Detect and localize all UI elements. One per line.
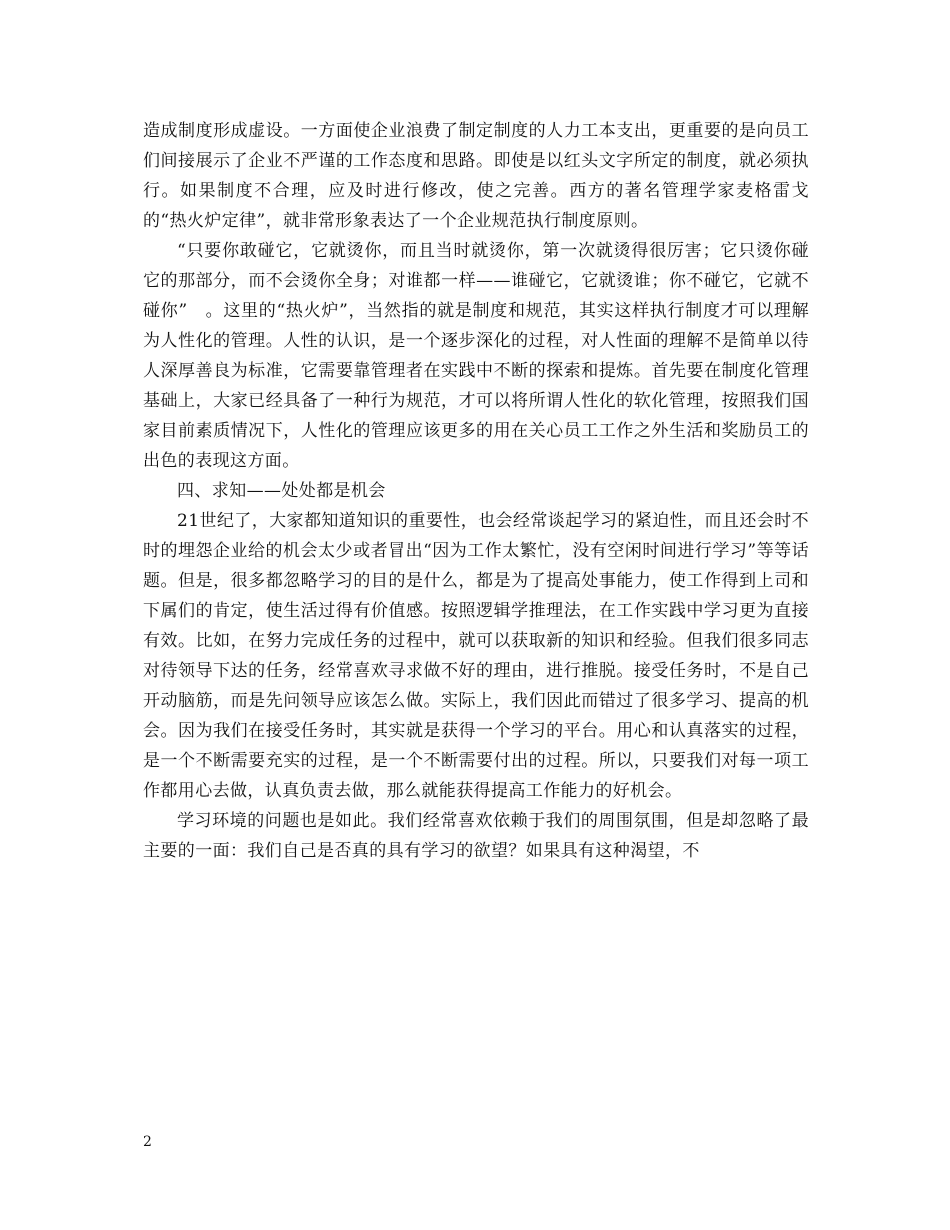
section-heading: 四、求知——处处都是机会 bbox=[177, 481, 386, 501]
paragraph-2: “只要你敢碰它，它就烫你，而且当时就烫你，第一次就烫得很厉害；它只烫你碰它的那部分，而不会烫你全身；对谁都一样——谁碰它，它就烫谁；你不碰它，它就不碰你” 。这里的“热火炉”，当然指的就是制度和规范，其实这样执行制度才可以理解为人性化的管理。人性的认识，是一个逐步深化的过程，对人性面的理解不是简单以待人深厚善良为标准，它需要靠管理者在实践中不断的探索和提炼。首先要在制度化管理基础上，大家已经具备了一种行为规范，才可以将所谓人性化的软化管理，按照我们国家目前素质情况下，人性化的管理应该更多的用在关心员工工作之外生活和奖励员工的出色的表现这方面。 bbox=[143, 241, 809, 471]
paragraph-1: 造成制度形成虚设。一方面使企业浪费了制定制度的人力工本支出，更重要的是向员工们间接展示了企业不严谨的工作态度和思路。即使是以红头文字所定的制度，就必须执行。如果制度不合理，应及时进行修改，使之完善。西方的著名管理学家麦格雷戈的“热火炉定律”，就非常形象表达了一个企业规范执行制度原则。 bbox=[143, 121, 809, 231]
paragraph-4: 学习环境的问题也是如此。我们经常喜欢依赖于我们的周围氛围，但是却忽略了最主要的一面：我们自己是否真的具有学习的欲望？如果具有这种渴望，不 bbox=[143, 811, 809, 861]
document-body bbox=[143, 116, 809, 866]
paragraph-3: 21世纪了，大家都知道知识的重要性，也会经常谈起学习的紧迫性，而且还会时不时的埋怨企业给的机会太少或者冒出“因为工作太繁忙，没有空闲时间进行学习”等等话题。但是，很多都忽略学习的目的是什么，都是为了提高处事能力，使工作得到上司和下属们的肯定，使生活过得有价值感。按照逻辑学推理法，在工作实践中学习更为直接有效。比如，在努力完成任务的过程中，就可以获取新的知识和经验。但我们很多同志对待领导下达的任务，经常喜欢寻求做不好的理由，进行推脱。接受任务时，不是自己开动脑筋，而是先问领导应该怎么做。实际上，我们因此而错过了很多学习、提高的机会。因为我们在接受任务时，其实就是获得一个学习的平台。用心和认真落实的过程，是一个不断需要充实的过程，是一个不断需要付出的过程。所以，只要我们对每一项工作都用心去做，认真负责去做，那么就能获得提高工作能力的好机会。 bbox=[143, 511, 809, 801]
page-number: 2 bbox=[143, 1134, 152, 1150]
